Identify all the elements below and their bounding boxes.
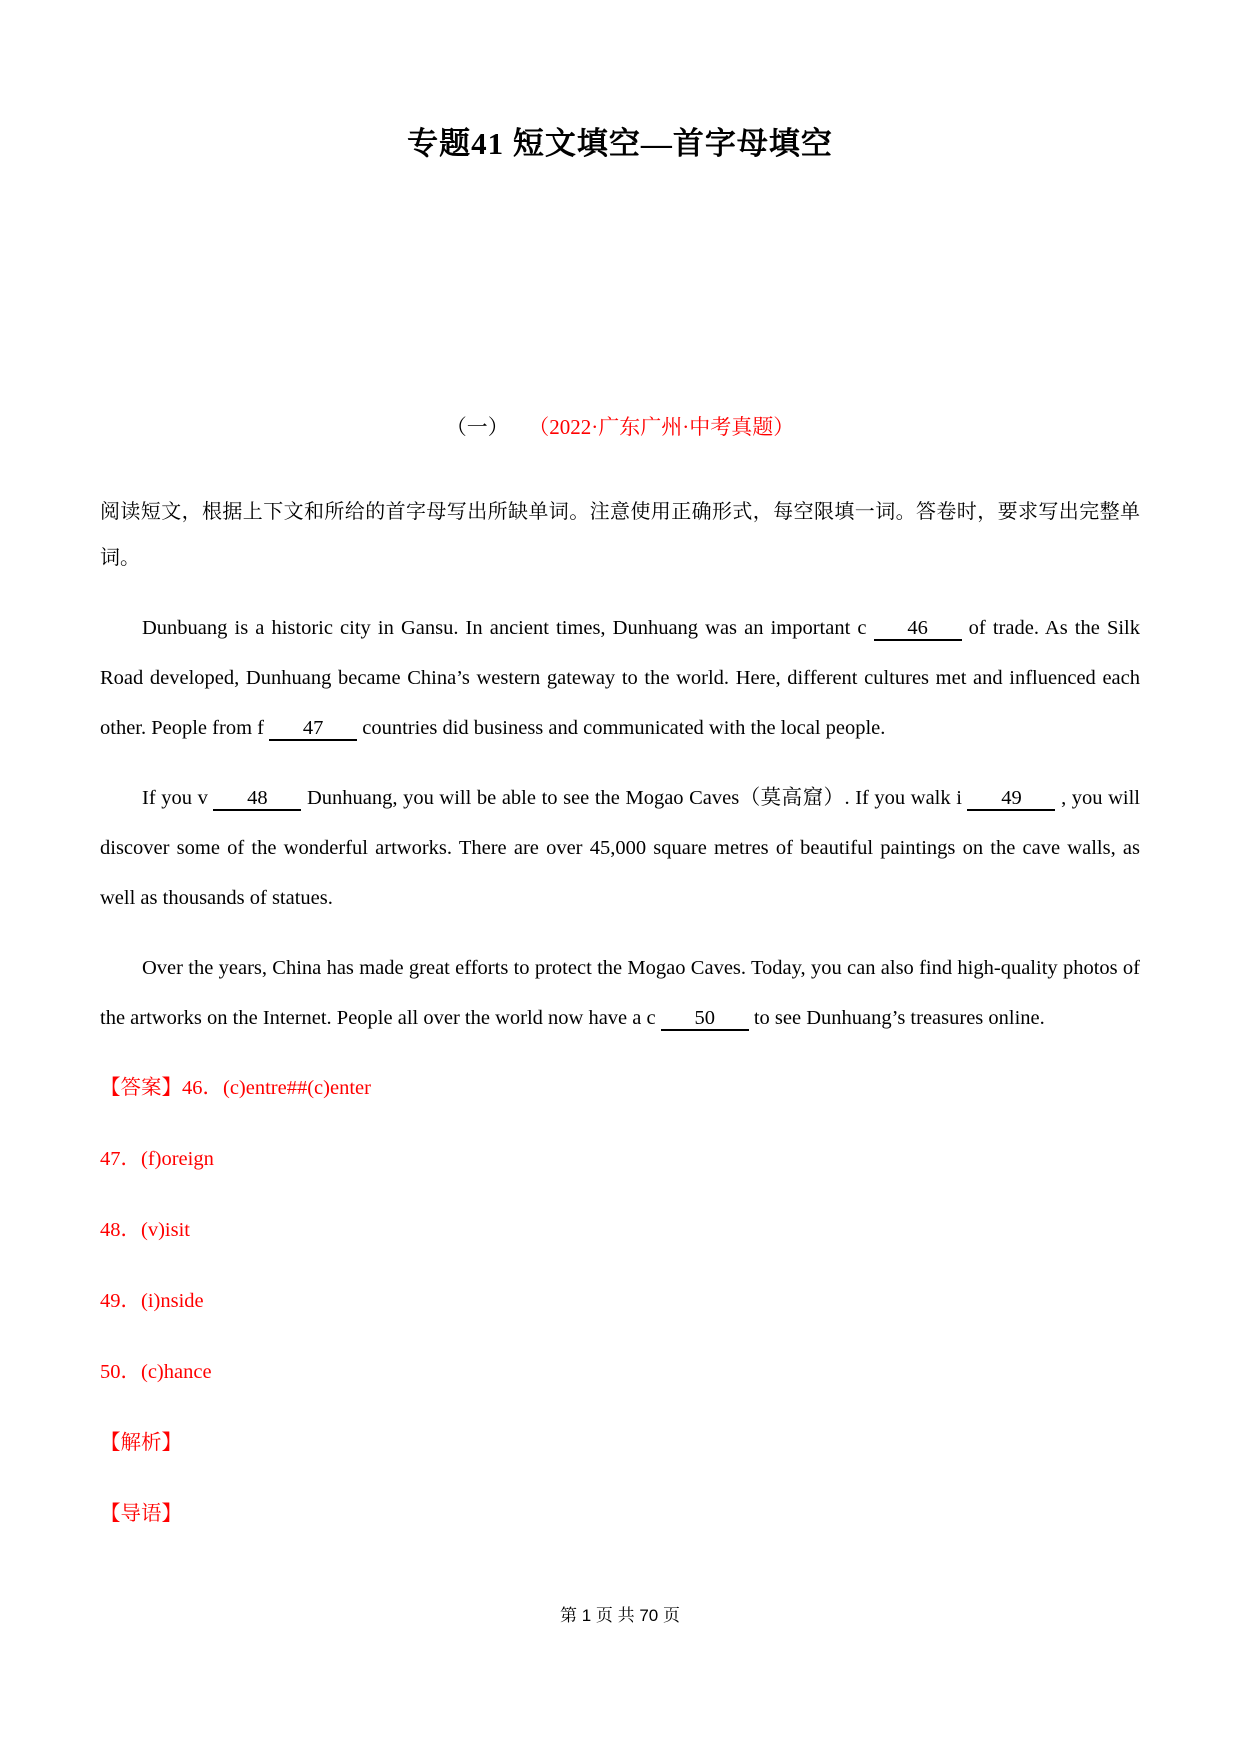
page-footer: 第 1 页 共 70 页 [560,1606,680,1625]
answer-item-46: 46．(c)entre##(c)enter [182,1077,371,1099]
section-index-label: （一） [445,415,509,439]
answer-item-47: 47．(f)oreign [100,1148,214,1170]
answer-item-50: 50．(c)hance [100,1361,212,1383]
blank-49: 49 [967,787,1055,811]
analysis-label: 【解析】 [100,1432,182,1454]
instructions-text: 阅读短文，根据上下文和所给的首字母写出所缺单词。注意使用正确形式，每空限填一词。答卷时，要求写出完整单词。 [100,501,1140,569]
blank-47: 47 [269,717,357,741]
passage-text: Over the years, China has made great efforts to protect the Mogao Caves. Today, you can also find high-quality photos of the artworks on the Internet. People all over the world now have a c [100,957,1140,1029]
passage-text: , you will discover some of the wonderful artworks. There are over 45,000 square metres of beautiful paintings on the cave walls, as well as thousands of statues. [100,787,1140,909]
blank-46: 46 [874,617,962,641]
answers-label: 【答案】 [100,1077,182,1099]
blank-48: 48 [213,787,301,811]
passage-paragraph [100,603,1140,753]
passage-paragraph [100,943,1140,1043]
blank-50: 50 [661,1007,749,1031]
passage-text: countries did business and communicated with the local people. [357,717,886,739]
passage-paragraph [100,773,1140,923]
passage [100,603,1140,1043]
answer-item-49: 49．(i)nside [100,1290,204,1312]
section-source-label: （2022·广东广州·中考真题） [538,415,795,439]
intro-label: 【导语】 [100,1503,182,1525]
page-title: 专题41 短文填空—首字母填空 [407,126,833,161]
section-heading [100,411,1140,441]
answer-line [100,1075,1140,1101]
passage-text: of trade. As the Silk Road developed, Dunhuang became China’s western gateway to the world. Here, different cultures met and influenced each other. People from f [100,617,1140,739]
passage-text: Dunhuang, you will be able to see the Mogao Caves（莫高窟）. If you walk i [301,787,968,809]
answer-item-48: 48．(v)isit [100,1219,190,1241]
answers-section [100,1075,1140,1385]
passage-text: Dunbuang is a historic city in Gansu. In ancient times, Dunhuang was an important c [142,617,874,639]
passage-text: If you v [142,787,214,809]
passage-text: to see Dunhuang’s treasures online. [748,1007,1045,1029]
